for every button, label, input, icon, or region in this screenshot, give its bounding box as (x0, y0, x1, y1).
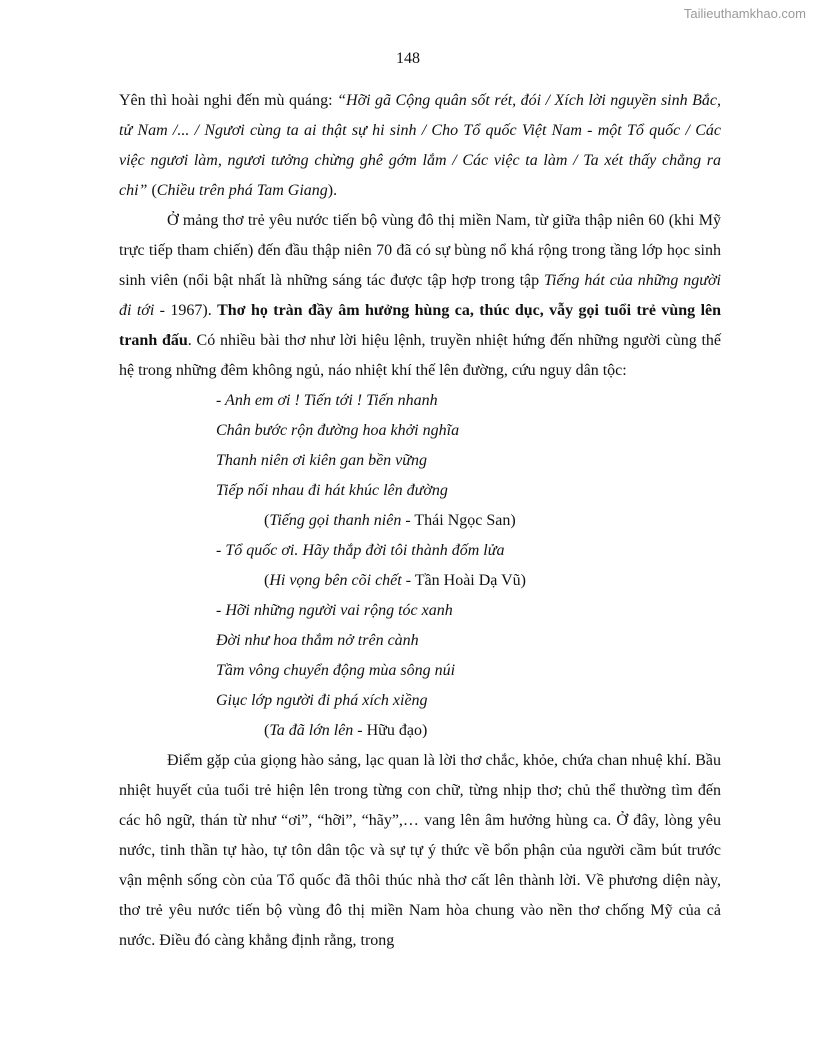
page-body (119, 86, 721, 956)
watermark: Tailieuthamkhao.com (683, 6, 806, 21)
poem-citation-author: - Tần Hoài Dạ Vũ) (401, 572, 526, 589)
paragraph-2-text-3: . Có nhiều bài thơ như lời hiệu lệnh, truyền nhiệt hứng đến những người cùng thế hệ trong những đêm không ngủ, náo nhiệt khí thế lên đường, cứu nguy dân tộc: (119, 332, 722, 379)
poem-excerpt-2 (216, 536, 721, 596)
paragraph-2-text-2: - 1967). (154, 302, 218, 319)
quoted-poem: “Hỡi gã Cộng quân sốt rét, đói / Xích lời nguyền sinh Bắc, tử Nam /... / Ngươi cùng ta ai thật sự hi sinh / Cho Tổ quốc Việt Nam - một Tổ quốc / Các việc ngươi làm, ngươi tưởng chừng ghê gớm lắm / Các việc ta làm / Ta xét thấy chẳng ra chi” (119, 92, 721, 199)
paragraph-2-text-1: Ở mảng thơ trẻ yêu nước tiến bộ vùng đô thị miền Nam, từ giữa thập niên 60 (khi Mỹ trực tiếp tham chiến) đến đầu thập niên 70 đã có sự bùng nổ khá rộng trong tầng lớp học sinh sinh viên (nổi bật nhất là những sáng tác được tập hợp trong tập (119, 212, 721, 289)
paragraph-3: Điểm gặp của giọng hào sảng, lạc quan là lời thơ chắc, khỏe, chứa chan nhuệ khí. Bầu nhiệt huyết của tuổi trẻ hiện lên trong từng con chữ, từng nhịp thơ; chủ thể thường tìm đến các hô ngữ, thán từ như “ơi”, “hỡi”, “hãy”,… vang lên âm hưởng hùng ca. Ở đây, lòng yêu nước, tinh thần tự hào, tự tôn dân tộc và sự tự ý thức về bổn phận của người cầm bút trước vận mệnh sống còn của Tổ quốc đã thôi thúc nhà thơ cất lên thành lời. Về phương diện này, thơ trẻ yêu nước tiến bộ vùng đô thị miền Nam hòa chung vào nền thơ chống Mỹ của cả nước. Điều đó càng khẳng định rằng, trong (119, 752, 721, 949)
poem-excerpt-1 (216, 386, 721, 536)
source-open: ( (147, 182, 157, 199)
poem-citation-title: Ta đã lớn lên (269, 722, 354, 739)
source-title: Chiều trên phá Tam Giang (156, 182, 328, 199)
bold-statement: Thơ họ tràn đầy âm hưởng hùng ca, thúc dục, vẫy gọi tuổi trẻ vùng lên tranh đấu (119, 302, 722, 349)
paragraph-2 (119, 206, 721, 386)
poem-line: Thanh niên ơi kiên gan bền vững (216, 452, 428, 469)
paragraph-1 (119, 86, 721, 206)
source-close: ). (327, 182, 338, 199)
poem-citation-author: - Thái Ngọc San) (401, 512, 516, 529)
poem-line: - Tổ quốc ơi. Hãy thắp đời tôi thành đốm lửa (216, 542, 505, 559)
poem-line: Tầm vông chuyển động mùa sông núi (216, 662, 456, 679)
poem-citation-title: Hi vọng bên cõi chết (269, 572, 402, 589)
poem-citation: (Ta đã lớn lên - Hữu đạo) (264, 722, 428, 739)
poem-line: Đời như hoa thắm nở trên cành (216, 632, 419, 649)
poem-line: Chân bước rộn đường hoa khởi nghĩa (216, 422, 460, 439)
page-number: 148 (396, 50, 420, 67)
poem-citation: (Hi vọng bên cõi chết - Tần Hoài Dạ Vũ) (264, 572, 526, 589)
book-title: Tiếng hát của những người đi tới (119, 272, 721, 319)
poem-excerpt-3 (216, 596, 721, 746)
poem-citation-author: - Hữu đạo) (353, 722, 428, 739)
poem-line: - Anh em ơi ! Tiến tới ! Tiến nhanh (216, 392, 438, 409)
paragraph-1-lead: Yên thì hoài nghi đến mù quáng: (119, 92, 338, 109)
poem-citation: (Tiếng gọi thanh niên - Thái Ngọc San) (264, 512, 516, 529)
poem-line: Tiếp nối nhau đi hát khúc lên đường (216, 482, 448, 499)
poem-line: Giục lớp người đi phá xích xiềng (216, 692, 428, 709)
poem-citation-title: Tiếng gọi thanh niên (269, 512, 402, 529)
poem-line: - Hỡi những người vai rộng tóc xanh (216, 602, 453, 619)
